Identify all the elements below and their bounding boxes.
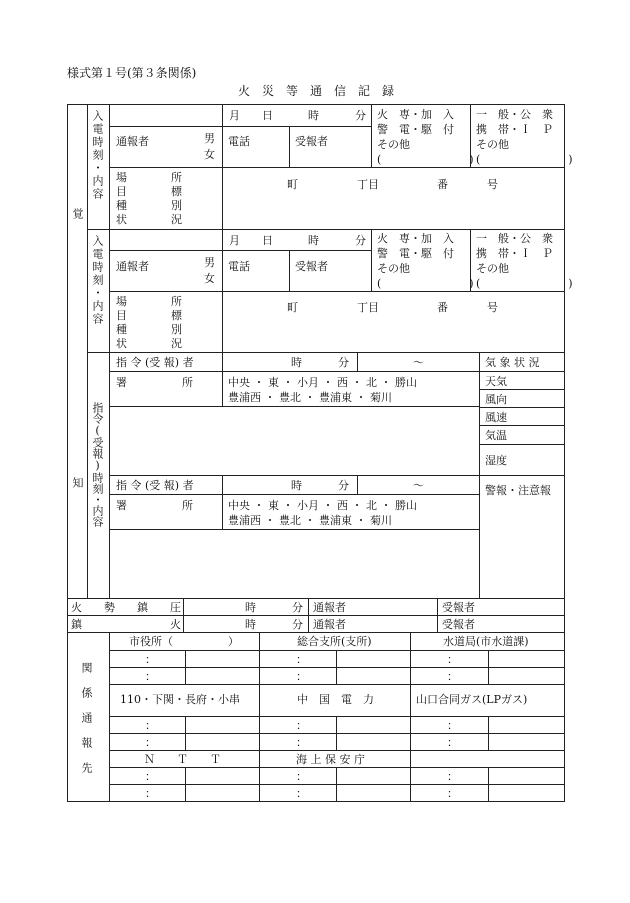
command-hour: 時 bbox=[291, 479, 302, 492]
colon: ： bbox=[145, 670, 156, 683]
side-label-nyuden-2: 入電時刻・内容 bbox=[91, 235, 104, 326]
receiver-label: 受報者 bbox=[295, 135, 328, 148]
weather-item-fusoku: 風速 bbox=[485, 411, 507, 424]
addr-town: 町 bbox=[287, 301, 298, 314]
colon: ： bbox=[296, 787, 307, 800]
stations-line-1: 中央 ・ 東 ・ 小月 ・ 西 ・ 北 ・ 勝山 bbox=[228, 499, 417, 512]
addr-chome: 丁目 bbox=[357, 178, 379, 191]
warning-label: 警報・注意報 bbox=[485, 484, 551, 497]
side-label-kaku: 覚 bbox=[71, 208, 84, 219]
colon: ： bbox=[145, 770, 156, 783]
office-label: 署 所 bbox=[116, 499, 193, 512]
colon: ： bbox=[296, 736, 307, 749]
colon: ： bbox=[447, 787, 458, 800]
status-label: 状 況 bbox=[116, 213, 182, 226]
weather-item-shitsudo: 湿度 bbox=[485, 454, 507, 467]
extinguish-hour: 時 bbox=[245, 618, 256, 631]
fire-suppression-receiver: 受報者 bbox=[442, 601, 475, 614]
source-paren: ( ) bbox=[377, 277, 474, 290]
addr-ban: 番 bbox=[437, 301, 448, 314]
extinguish-receiver: 受報者 bbox=[442, 618, 475, 631]
commander-label: 指 令 (受 報) 者 bbox=[116, 479, 194, 492]
command-minute: 分 bbox=[338, 356, 349, 369]
type-label: 種 別 bbox=[116, 323, 182, 336]
form-number: 様式第１号(第３条関係) bbox=[67, 66, 197, 80]
relation-city-hall: 市役所（ ） bbox=[129, 635, 239, 648]
command-hour: 時 bbox=[291, 356, 302, 369]
colon: ： bbox=[296, 719, 307, 732]
hour-label: 時 bbox=[308, 109, 319, 122]
extinguish-label: 鎮 火 bbox=[71, 618, 181, 631]
addr-town: 町 bbox=[287, 178, 298, 191]
colon: ： bbox=[447, 736, 458, 749]
day-label: 日 bbox=[262, 109, 273, 122]
relation-water-bureau: 水道局(市水道課) bbox=[443, 635, 529, 648]
fire-suppression-reporter: 通報者 bbox=[313, 601, 346, 614]
line-option-a: 一 般・公 衆 bbox=[476, 232, 553, 245]
status-label: 状 況 bbox=[116, 337, 182, 350]
type-label: 種 別 bbox=[116, 199, 182, 212]
colon: ： bbox=[296, 670, 307, 683]
minute-label: 分 bbox=[355, 234, 366, 247]
side-label-chi: 知 bbox=[71, 477, 84, 488]
colon: ： bbox=[296, 653, 307, 666]
source-option-a: 火 専・加 入 bbox=[377, 232, 454, 245]
line-option-a: 一 般・公 衆 bbox=[476, 108, 553, 121]
relations-label: 関係通報先 bbox=[80, 662, 93, 787]
colon: ： bbox=[145, 787, 156, 800]
extinguish-reporter: 通報者 bbox=[313, 618, 346, 631]
female-label: 女 bbox=[204, 148, 215, 161]
stations-line-1: 中央 ・ 東 ・ 小月 ・ 西 ・ 北 ・ 勝山 bbox=[228, 376, 417, 389]
phone-label: 電話 bbox=[228, 135, 250, 148]
colon: ： bbox=[447, 770, 458, 783]
line-option-b: 携 帯・Ｉ Ｐ bbox=[476, 247, 553, 260]
line-option-b: 携 帯・Ｉ Ｐ bbox=[476, 123, 553, 136]
month-label: 月 bbox=[229, 109, 240, 122]
addr-chome: 丁目 bbox=[357, 301, 379, 314]
side-label-nyuden-1: 入電時刻・内容 bbox=[91, 110, 104, 201]
weather-item-kion: 気温 bbox=[485, 429, 507, 442]
side-label-shirei: 指令(受報)時刻・内容 bbox=[91, 402, 104, 527]
relation-police: 110・下関・長府・小串 bbox=[120, 693, 240, 706]
weather-header: 気 象 状 況 bbox=[485, 356, 540, 369]
target-label: 目 標 bbox=[116, 309, 182, 322]
line-other: その他 bbox=[476, 262, 509, 275]
stations-line-2: 豊浦西 ・ 豊北 ・ 豊浦東 ・ 菊川 bbox=[228, 514, 392, 527]
colon: ： bbox=[447, 653, 458, 666]
place-label: 場 所 bbox=[116, 295, 182, 308]
colon: ： bbox=[145, 736, 156, 749]
relation-branch-office: 総合支所(支所) bbox=[297, 635, 372, 648]
addr-ban: 番 bbox=[437, 178, 448, 191]
colon: ： bbox=[447, 670, 458, 683]
fire-suppression-minute: 分 bbox=[292, 601, 303, 614]
male-label: 男 bbox=[204, 256, 215, 269]
reporter-label: 通報者 bbox=[116, 135, 149, 148]
relation-coast-guard: 海 上 保 安 庁 bbox=[296, 753, 365, 766]
relation-ntt: Ｎ Ｔ Ｔ bbox=[144, 753, 221, 766]
male-label: 男 bbox=[204, 132, 215, 145]
source-option-b: 警 電・駆 付 bbox=[377, 247, 454, 260]
line-paren: ( ) bbox=[476, 153, 573, 166]
weather-item-fuko: 風向 bbox=[485, 393, 507, 406]
receiver-label: 受報者 bbox=[295, 260, 328, 273]
hour-label: 時 bbox=[308, 234, 319, 247]
command-tilde: ～ bbox=[413, 479, 424, 492]
source-paren: ( ) bbox=[377, 153, 474, 166]
line-other: その他 bbox=[476, 138, 509, 151]
target-label: 目 標 bbox=[116, 185, 182, 198]
colon: ： bbox=[296, 770, 307, 783]
source-other: その他 bbox=[377, 262, 410, 275]
colon: ： bbox=[145, 719, 156, 732]
source-option-b: 警 電・駆 付 bbox=[377, 123, 454, 136]
source-option-a: 火 専・加 入 bbox=[377, 108, 454, 121]
command-minute: 分 bbox=[338, 479, 349, 492]
reporter-label: 通報者 bbox=[116, 260, 149, 273]
fire-suppression-hour: 時 bbox=[245, 601, 256, 614]
source-other: その他 bbox=[377, 138, 410, 151]
addr-go: 号 bbox=[487, 178, 498, 191]
day-label: 日 bbox=[262, 234, 273, 247]
relation-chugoku-electric: 中 国 電 力 bbox=[297, 693, 374, 706]
line-paren: ( ) bbox=[476, 277, 573, 290]
colon: ： bbox=[447, 719, 458, 732]
addr-go: 号 bbox=[487, 301, 498, 314]
stations-line-2: 豊浦西 ・ 豊北 ・ 豊浦東 ・ 菊川 bbox=[228, 391, 392, 404]
fire-suppression-label: 火 勢 鎮 圧 bbox=[71, 601, 181, 614]
female-label: 女 bbox=[204, 272, 215, 285]
phone-label: 電話 bbox=[228, 260, 250, 273]
extinguish-minute: 分 bbox=[292, 618, 303, 631]
relation-gas: 山口合同ガス(LPガス) bbox=[416, 693, 528, 706]
form-title: 火 災 等 通 信 記 録 bbox=[238, 84, 395, 98]
colon: ： bbox=[145, 653, 156, 666]
minute-label: 分 bbox=[355, 109, 366, 122]
command-tilde: ～ bbox=[413, 356, 424, 369]
office-label: 署 所 bbox=[116, 376, 193, 389]
place-label: 場 所 bbox=[116, 171, 182, 184]
weather-item-tenki: 天気 bbox=[485, 375, 507, 388]
month-label: 月 bbox=[229, 234, 240, 247]
commander-label: 指 令 (受 報) 者 bbox=[116, 356, 194, 369]
